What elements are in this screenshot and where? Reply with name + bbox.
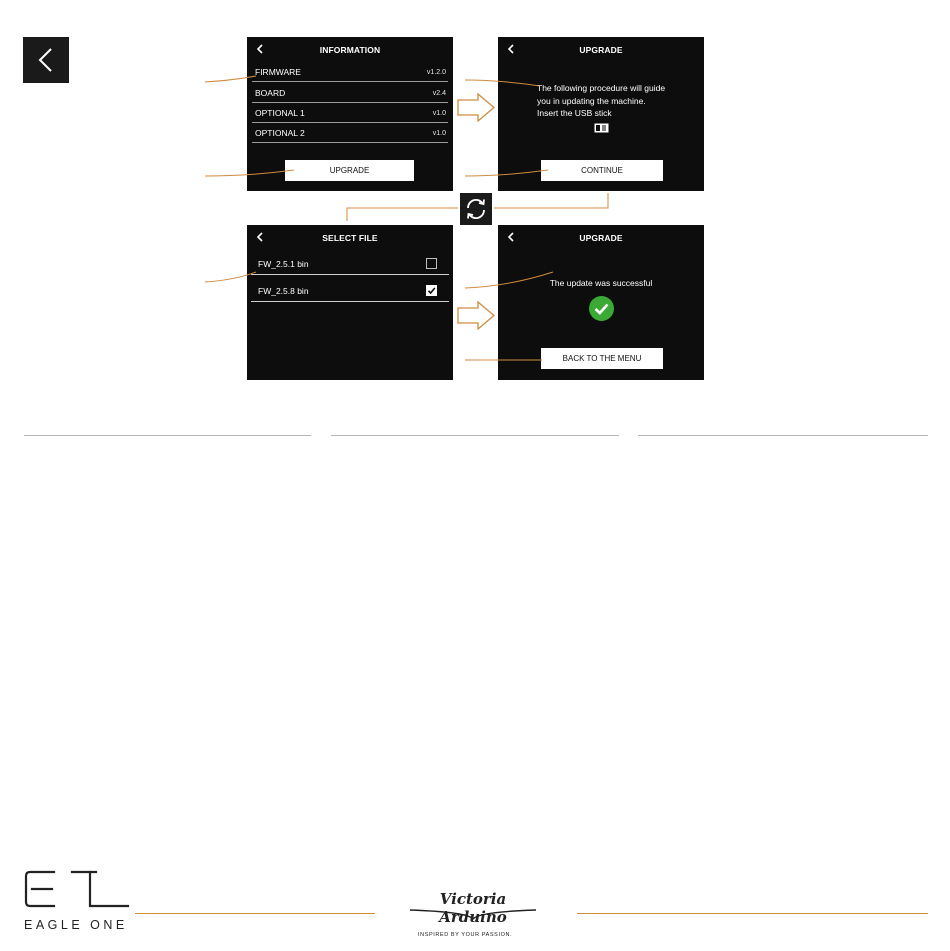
callout-line bbox=[205, 170, 294, 176]
callout-line bbox=[465, 272, 553, 288]
flow-arrow-icon bbox=[458, 302, 494, 329]
info-label: BOARD bbox=[255, 88, 286, 98]
upgrade-button[interactable]: UPGRADE bbox=[285, 160, 414, 181]
screen-title: INFORMATION bbox=[319, 45, 381, 55]
info-value: v1.0 bbox=[432, 130, 446, 137]
gold-divider bbox=[577, 913, 928, 914]
product-name: EAGLE ONE bbox=[24, 918, 128, 932]
screen-title: UPGRADE bbox=[579, 45, 623, 55]
back-to-menu-button[interactable]: BACK TO THE MENU bbox=[541, 348, 663, 369]
callout-line bbox=[205, 272, 256, 282]
flow-line bbox=[494, 193, 608, 208]
info-label: FIRMWARE bbox=[255, 67, 301, 77]
section-divider bbox=[638, 435, 928, 436]
info-value: v1.0 bbox=[432, 110, 446, 117]
brand-tagline: INSPIRED BY YOUR PASSION. bbox=[418, 932, 513, 938]
flow-line bbox=[347, 208, 458, 221]
file-label: FW_2.5.8 bin bbox=[258, 286, 309, 296]
flow-arrow-icon bbox=[458, 94, 494, 121]
callout-line bbox=[205, 76, 256, 82]
file-label: FW_2.5.1 bin bbox=[258, 259, 309, 269]
instruction-line: you in updating the machine. bbox=[537, 95, 646, 106]
info-label: OPTIONAL 1 bbox=[255, 108, 305, 118]
brand-swoosh bbox=[408, 908, 538, 920]
section-divider bbox=[24, 435, 311, 436]
info-value: v1.2.0 bbox=[426, 69, 446, 76]
brand-name: Victoria Arduino bbox=[439, 890, 507, 926]
victoria-arduino-logo bbox=[408, 890, 538, 930]
callout-line bbox=[465, 170, 548, 176]
continue-button[interactable]: CONTINUE bbox=[541, 160, 663, 181]
section-divider bbox=[331, 435, 619, 436]
screen-title: UPGRADE bbox=[579, 233, 623, 243]
callout-line bbox=[465, 80, 540, 86]
info-label: OPTIONAL 2 bbox=[255, 128, 305, 138]
instruction-line: The following procedure will guide bbox=[537, 83, 666, 93]
screen-title: SELECT FILE bbox=[322, 233, 378, 243]
success-message: The update was successful bbox=[549, 278, 653, 288]
instruction-line: Insert the USB stick bbox=[537, 108, 612, 118]
gold-divider bbox=[135, 913, 375, 914]
info-value: v2.4 bbox=[432, 90, 446, 97]
eagle-one-logo bbox=[24, 868, 134, 910]
